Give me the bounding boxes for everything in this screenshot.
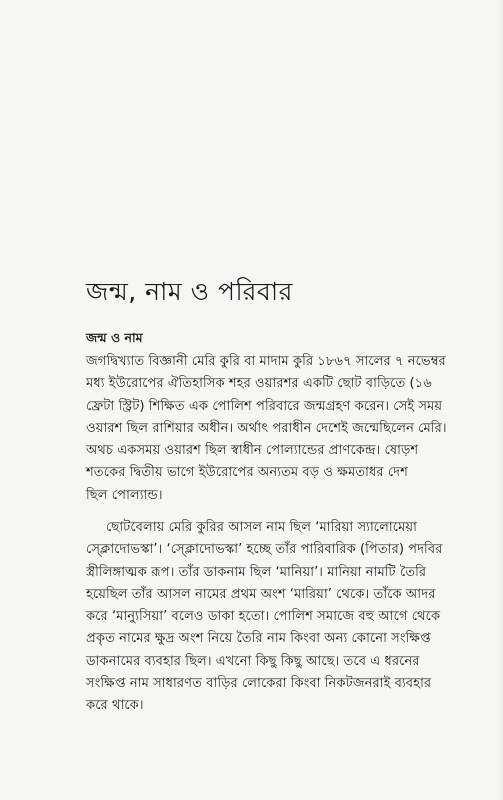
text-line: জগদ্বিখ্যাত বিজ্ঞানী মেরি কুরি বা মাদাম কুরি ১৮৬৭ সালের ৭ নভেম্বর: [86, 354, 446, 369]
text-line: মধ্য ইউরোপের ঐতিহাসিক শহর ওয়ারশর একটি ছোট বাড়িতে (১৬: [86, 376, 432, 392]
text-line: ডাকনামের ব্যবহার ছিল। এখনো কিছু কিছু আছে। তবে এ ধরনের: [86, 653, 420, 669]
page-edge-shadow: [497, 0, 503, 800]
paragraph-birth: [86, 351, 476, 507]
section-title: জন্ম ও নাম: [86, 330, 143, 345]
text-line: শতকের দ্বিতীয় ভাগে ইউরোপের অন্যতম বড় ও ক্ষমতাধর দেশ: [86, 465, 408, 481]
chapter-title: জন্ম, নাম ও পরিবার: [86, 277, 293, 306]
text-line: ফ্রেটা স্ট্রিট) শিক্ষিত এক পোলিশ পরিবারে জন্মগ্রহণ করেন। সেই সময়: [86, 398, 443, 414]
text-line: করে থাকে।: [86, 698, 144, 714]
text-line: হয়েছিল তাঁর আসল নামের প্রথম অংশ ‘মারিয়া’ থেকে। তাঁকে আদর: [86, 586, 436, 602]
text-line: সংক্ষিপ্ত নাম সাধারণত বাড়ির লোকেরা কিংবা নিকটজনরাই ব্যবহার: [86, 676, 432, 692]
text-line: করে ‘মান্যুসিয়া’ বলেও ডাকা হতো। পোলিশ সমাজে বহু আগে থেকে: [86, 609, 441, 625]
text-line: ওয়ারশ ছিল রাশিয়ার অধীন। অর্থাৎ পরাধীন দেশেই জন্মেছিলেন মেরি।: [86, 420, 447, 436]
text-line: ছোটবেলায় মেরি কুরির আসল নাম ছিল ‘মারিয়া স্যালোমেয়া: [106, 520, 417, 535]
text-line: প্রকৃত নামের ক্ষুদ্র অংশ নিয়ে তৈরি নাম কিংবা অন্য কোনো সংক্ষিপ্ত: [86, 631, 431, 647]
text-line: স্ক্লোদোভস্কা’। ‘স্ক্লোদোভস্কা’ হচ্ছে তাঁর পারিবারিক (পিতার) পদবির: [86, 542, 443, 558]
text-line: স্ত্রীলিঙ্গাত্মক রূপ। তাঁর ডাকনাম ছিল ‘মানিয়া’। মানিয়া নামটি তৈরি: [86, 564, 427, 580]
text-line: ছিল পোল্যান্ড।: [86, 487, 163, 503]
paragraph-name: [86, 517, 476, 718]
text-line: অথচ একসময় ওয়ারশ ছিল স্বাধীন পোল্যান্ডের প্রাণকেন্দ্র। ষোড়শ: [86, 443, 419, 459]
